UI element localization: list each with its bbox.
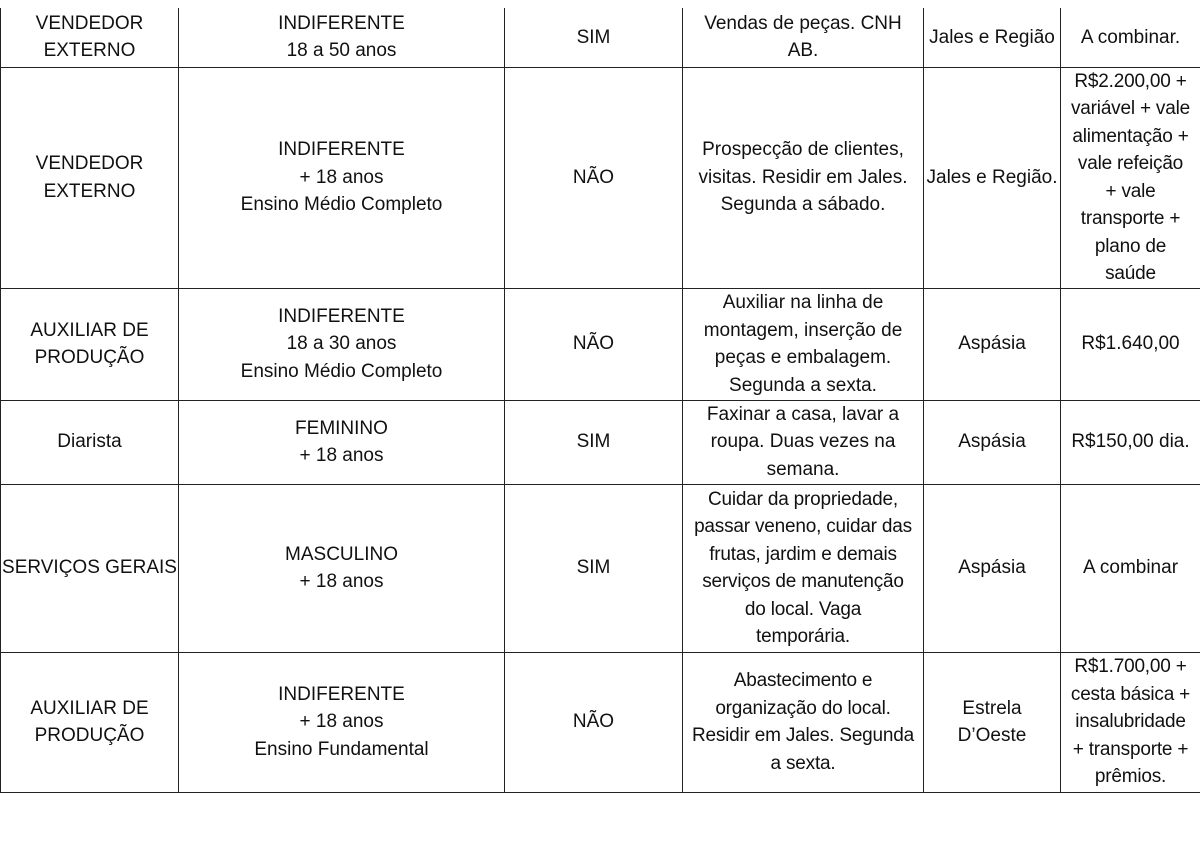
table-row [1, 652, 1200, 792]
cell-atividades: Vendas de peças. CNH AB. [683, 8, 924, 67]
cell-salario: R$1.640,00 [1061, 288, 1200, 400]
cell-cnh: SIM [505, 400, 683, 484]
cell-atividades: Abastecimento e organização do local. Residir em Jales. Segunda a sexta. [683, 652, 924, 792]
cell-local: Jales e Região [924, 8, 1061, 67]
cell-atividades: Faxinar a casa, lavar a roupa. Duas vezes na semana. [683, 400, 924, 484]
cell-cnh: SIM [505, 484, 683, 652]
table-row [1, 484, 1200, 652]
cell-salario: R$1.700,00 + cesta básica + insalubridade + transporte + prêmios. [1061, 652, 1200, 792]
cell-local: Aspásia [924, 484, 1061, 652]
cell-cargo: SERVIÇOS GERAIS [1, 484, 179, 652]
cell-requisitos: FEMININO + 18 anos [179, 400, 505, 484]
cell-cargo: VENDEDOR EXTERNO [1, 8, 179, 67]
cell-local: Estrela D’Oeste [924, 652, 1061, 792]
table-row [1, 67, 1200, 288]
table-row [1, 8, 1200, 67]
cell-requisitos: INDIFERENTE + 18 anos Ensino Fundamental [179, 652, 505, 792]
cell-requisitos: INDIFERENTE 18 a 50 anos [179, 8, 505, 67]
job-openings-table [0, 8, 1200, 793]
cell-cargo: VENDEDOR EXTERNO [1, 67, 179, 288]
cell-cnh: NÃO [505, 652, 683, 792]
cell-cargo: AUXILIAR DE PRODUÇÃO [1, 288, 179, 400]
cell-requisitos: INDIFERENTE + 18 anos Ensino Médio Completo [179, 67, 505, 288]
cell-cnh: NÃO [505, 67, 683, 288]
cell-atividades: Cuidar da propriedade, passar veneno, cuidar das frutas, jardim e demais serviços de manutenção do local. Vaga temporária. [683, 484, 924, 652]
cell-cnh: SIM [505, 8, 683, 67]
cell-atividades: Prospecção de clientes, visitas. Residir em Jales. Segunda a sábado. [683, 67, 924, 288]
table-row [1, 400, 1200, 484]
cell-salario: A combinar. [1061, 8, 1200, 67]
cell-cnh: NÃO [505, 288, 683, 400]
cell-cargo: Diarista [1, 400, 179, 484]
cell-salario: R$2.200,00 + variável + vale alimentação + vale refeição + vale transporte + plano de saúde [1061, 67, 1200, 288]
cell-requisitos: INDIFERENTE 18 a 30 anos Ensino Médio Completo [179, 288, 505, 400]
cell-atividades: Auxiliar na linha de montagem, inserção de peças e embalagem. Segunda a sexta. [683, 288, 924, 400]
cell-local: Aspásia [924, 288, 1061, 400]
cell-local: Aspásia [924, 400, 1061, 484]
cell-cargo: AUXILIAR DE PRODUÇÃO [1, 652, 179, 792]
cell-salario: R$150,00 dia. [1061, 400, 1200, 484]
cell-salario: A combinar [1061, 484, 1200, 652]
cell-local: Jales e Região. [924, 67, 1061, 288]
table-row [1, 288, 1200, 400]
cell-requisitos: MASCULINO + 18 anos [179, 484, 505, 652]
